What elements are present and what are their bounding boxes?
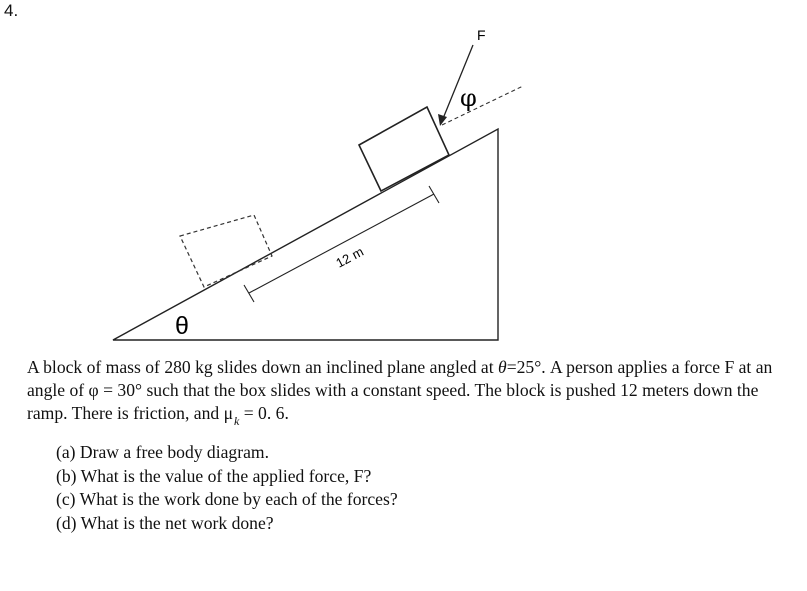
dashed-initial-block (180, 215, 272, 287)
mu-subscript: k (234, 414, 240, 428)
theta-symbol: θ (498, 357, 507, 377)
question-part-d: (d) What is the net work done? (56, 512, 274, 533)
problem-text-part3: = 0. 6. (239, 403, 289, 423)
phi-label: φ (460, 84, 477, 112)
problem-statement (27, 356, 797, 427)
distance-label: 12 m (333, 243, 366, 271)
incline-ramp (113, 129, 498, 340)
block (359, 107, 449, 191)
problem-text-part1: A block of mass of 280 kg slides down an inclined plane angled at (27, 357, 499, 377)
question-number: 4. (4, 1, 19, 20)
force-label: F (477, 27, 486, 43)
question-part-a: (a) Draw a free body diagram. (56, 442, 269, 462)
problem-text-part2: =25°. A person applies a force F at an angle of φ = 30° such that the box slides with a constant speed. The block is pushed 12 meters down the ramp. There is friction, and μ (27, 357, 773, 423)
theta-label: θ (175, 312, 189, 340)
question-part-c: (c) What is the work done by each of the forces? (56, 489, 398, 509)
question-part-b: (b) What is the value of the applied force, F? (56, 465, 372, 486)
distance-dimension (244, 186, 439, 302)
question-parts (56, 441, 398, 535)
